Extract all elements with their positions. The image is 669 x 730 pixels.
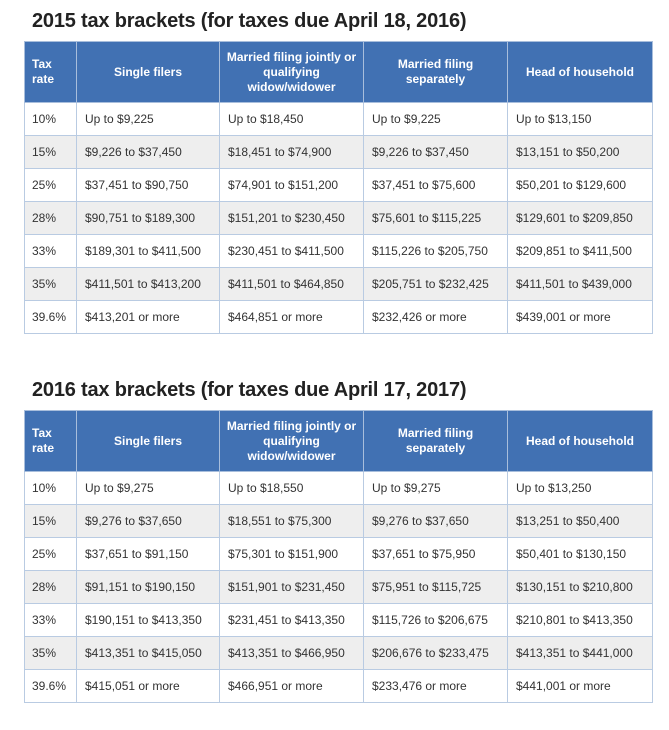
table-row (25, 136, 653, 169)
table-row (25, 571, 653, 604)
tax-rate-cell: 28% (25, 571, 77, 604)
single-filers-cell: $9,276 to $37,650 (77, 505, 220, 538)
table-row (25, 103, 653, 136)
tax-brackets-2016-section (24, 375, 652, 703)
tax-rate-cell: 33% (25, 604, 77, 637)
single-filers-cell: $90,751 to $189,300 (77, 202, 220, 235)
header-single-filers: Single filers (77, 42, 220, 103)
header-head-of-household: Head of household (508, 42, 653, 103)
head-of-household-cell: $130,151 to $210,800 (508, 571, 653, 604)
table-body (25, 472, 653, 703)
married-separately-cell: $75,601 to $115,225 (364, 202, 508, 235)
tax-rate-cell: 39.6% (25, 301, 77, 334)
tax-rate-cell: 10% (25, 472, 77, 505)
tax-rate-cell: 39.6% (25, 670, 77, 703)
header-married-separately: Married filing separately (364, 42, 508, 103)
married-separately-cell: $37,651 to $75,950 (364, 538, 508, 571)
married-jointly-cell: $466,951 or more (220, 670, 364, 703)
married-jointly-cell: Up to $18,450 (220, 103, 364, 136)
single-filers-cell: $415,051 or more (77, 670, 220, 703)
table-row (25, 268, 653, 301)
married-separately-cell: $232,426 or more (364, 301, 508, 334)
tax-rate-cell: 10% (25, 103, 77, 136)
single-filers-cell: $189,301 to $411,500 (77, 235, 220, 268)
head-of-household-cell: Up to $13,150 (508, 103, 653, 136)
single-filers-cell: $37,651 to $91,150 (77, 538, 220, 571)
table-body (25, 103, 653, 334)
single-filers-cell: $9,226 to $37,450 (77, 136, 220, 169)
tax-rate-cell: 15% (25, 136, 77, 169)
married-jointly-cell: Up to $18,550 (220, 472, 364, 505)
married-jointly-cell: $18,551 to $75,300 (220, 505, 364, 538)
married-jointly-cell: $464,851 or more (220, 301, 364, 334)
head-of-household-cell: $210,801 to $413,350 (508, 604, 653, 637)
head-of-household-cell: $13,151 to $50,200 (508, 136, 653, 169)
single-filers-cell: $413,351 to $415,050 (77, 637, 220, 670)
tax-rate-cell: 25% (25, 169, 77, 202)
table-row (25, 202, 653, 235)
married-separately-cell: $9,226 to $37,450 (364, 136, 508, 169)
table-row (25, 235, 653, 268)
table-row (25, 604, 653, 637)
header-married-jointly: Married filing jointly or qualifying widow/widower (220, 411, 364, 472)
section-title: 2015 tax brackets (for taxes due April 18, 2016) (32, 10, 467, 32)
header-head-of-household: Head of household (508, 411, 653, 472)
married-separately-cell: $37,451 to $75,600 (364, 169, 508, 202)
married-separately-cell: $115,726 to $206,675 (364, 604, 508, 637)
header-tax-rate: Tax rate (25, 42, 77, 103)
tax-rate-cell: 35% (25, 268, 77, 301)
head-of-household-cell: $441,001 or more (508, 670, 653, 703)
header-single-filers: Single filers (77, 411, 220, 472)
tax-brackets-2016-table (24, 410, 653, 703)
tax-rate-cell: 33% (25, 235, 77, 268)
header-married-jointly: Married filing jointly or qualifying widow/widower (220, 42, 364, 103)
head-of-household-cell: $209,851 to $411,500 (508, 235, 653, 268)
single-filers-cell: Up to $9,225 (77, 103, 220, 136)
table-header-row (25, 411, 653, 472)
married-jointly-cell: $411,501 to $464,850 (220, 268, 364, 301)
table-row (25, 505, 653, 538)
single-filers-cell: $37,451 to $90,750 (77, 169, 220, 202)
table-row (25, 301, 653, 334)
single-filers-cell: Up to $9,275 (77, 472, 220, 505)
table-row (25, 670, 653, 703)
single-filers-cell: $411,501 to $413,200 (77, 268, 220, 301)
married-jointly-cell: $230,451 to $411,500 (220, 235, 364, 268)
married-separately-cell: Up to $9,225 (364, 103, 508, 136)
tax-brackets-2015-table (24, 41, 653, 334)
married-separately-cell: $75,951 to $115,725 (364, 571, 508, 604)
tax-rate-cell: 15% (25, 505, 77, 538)
tax-rate-cell: 35% (25, 637, 77, 670)
married-separately-cell: $205,751 to $232,425 (364, 268, 508, 301)
header-married-separately: Married filing separately (364, 411, 508, 472)
married-jointly-cell: $75,301 to $151,900 (220, 538, 364, 571)
married-jointly-cell: $151,901 to $231,450 (220, 571, 364, 604)
married-jointly-cell: $413,351 to $466,950 (220, 637, 364, 670)
married-separately-cell: Up to $9,275 (364, 472, 508, 505)
married-separately-cell: $9,276 to $37,650 (364, 505, 508, 538)
head-of-household-cell: $413,351 to $441,000 (508, 637, 653, 670)
header-tax-rate: Tax rate (25, 411, 77, 472)
tax-rate-cell: 28% (25, 202, 77, 235)
single-filers-cell: $413,201 or more (77, 301, 220, 334)
table-row (25, 538, 653, 571)
married-jointly-cell: $18,451 to $74,900 (220, 136, 364, 169)
married-jointly-cell: $151,201 to $230,450 (220, 202, 364, 235)
section-title: 2016 tax brackets (for taxes due April 17, 2017) (32, 379, 467, 401)
head-of-household-cell: $129,601 to $209,850 (508, 202, 653, 235)
head-of-household-cell: Up to $13,250 (508, 472, 653, 505)
table-row (25, 637, 653, 670)
tax-brackets-2015-section (24, 6, 652, 334)
head-of-household-cell: $411,501 to $439,000 (508, 268, 653, 301)
head-of-household-cell: $50,401 to $130,150 (508, 538, 653, 571)
tax-rate-cell: 25% (25, 538, 77, 571)
head-of-household-cell: $50,201 to $129,600 (508, 169, 653, 202)
married-separately-cell: $233,476 or more (364, 670, 508, 703)
single-filers-cell: $91,151 to $190,150 (77, 571, 220, 604)
married-jointly-cell: $231,451 to $413,350 (220, 604, 364, 637)
married-jointly-cell: $74,901 to $151,200 (220, 169, 364, 202)
table-row (25, 169, 653, 202)
head-of-household-cell: $439,001 or more (508, 301, 653, 334)
head-of-household-cell: $13,251 to $50,400 (508, 505, 653, 538)
single-filers-cell: $190,151 to $413,350 (77, 604, 220, 637)
table-header-row (25, 42, 653, 103)
married-separately-cell: $115,226 to $205,750 (364, 235, 508, 268)
table-row (25, 472, 653, 505)
married-separately-cell: $206,676 to $233,475 (364, 637, 508, 670)
